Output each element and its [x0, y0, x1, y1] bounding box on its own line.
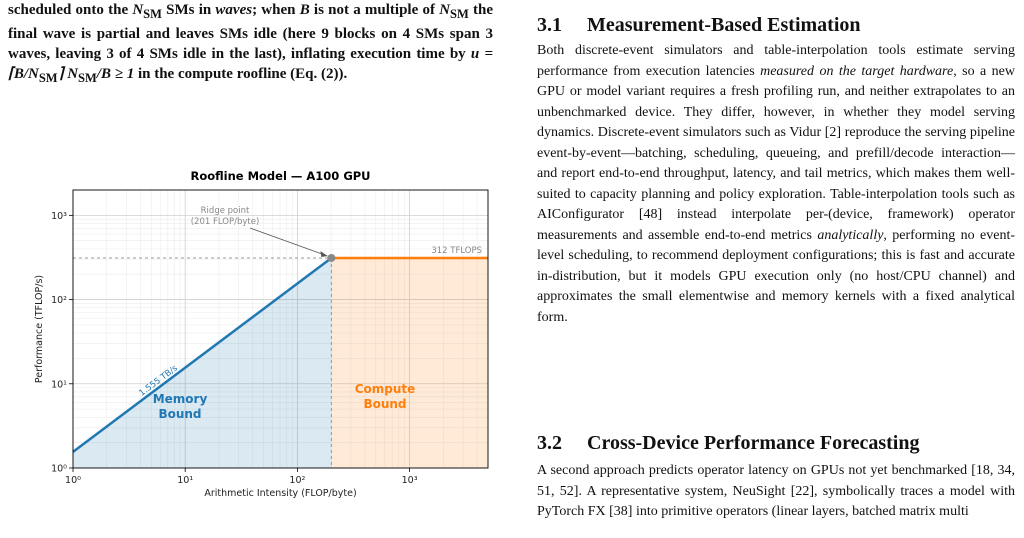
compute-bound-label-2: Bound: [363, 397, 407, 411]
y-tick-label: 10¹: [51, 379, 67, 391]
x-axis-label: Arithmetic Intensity (FLOP/byte): [204, 488, 357, 499]
x-tick-label: 10¹: [177, 475, 194, 486]
memory-bound-region: [73, 258, 331, 468]
compute-bound-label: Compute: [354, 382, 416, 396]
x-tick-label: 10⁰: [65, 475, 81, 486]
regions: [73, 258, 488, 468]
section-3-1-paragraph: Both discrete-event simulators and table-interpolation tools estimate serving performance from execution latencies measured on the target hardware, so a new GPU or model variant requires a fresh profiling run, and neither extrapolates to an unbenchmarked device. They differ, however, in whether they model serving dynamics. Discrete-event simulators such as Vidur [2] reproduce the serving pipeline event-by-event—batching, scheduling, queueing, and prefill/decode interaction—and report end-to-end throughput, latency, and tail metrics, which makes them well-suited to capacity planning and policy exploration. Table-interpolation tools such as AIConfigurator [48] instead interpolate per-(device, framework) operator measurements and assemble end-to-end metrics analytically, performing no event-level scheduling, to recommend deployment configurations; this is fast and accurate in-distribution, but it models GPU execution only (no host/CPU channel) and approximates the small elementwise and memory kernels with a fixed analytical form.: [537, 43, 1015, 325]
roofline-chart: [0, 148, 500, 528]
roofline-figure: [0, 148, 500, 528]
y-axis-label: Performance (TFLOP/s): [34, 274, 45, 384]
compute-roof-label: 312 TFLOPS: [431, 245, 482, 256]
memory-bound-label: Memory: [152, 392, 208, 406]
section-heading-3-1: 3.1 Measurement-Based Estimation: [537, 14, 861, 36]
section-3-2-paragraph: A second approach predicts operator latency on GPUs not yet benchmarked [18, 34, 51, 52]. A representative system, NeuSight [22], symbolically traces a model with PyTorch FX [38] into primitive operators (linear layers, batched matrix multi: [537, 463, 1015, 519]
compute-bound-region: [331, 258, 488, 468]
figure-caption: scheduled onto the $N_{SM}$ SMs in waves; when B is not a multiple of $N_{SM}$ the final wave is partial and leaves SMs idle (here 9 blocks on 4 SMs span 3 waves, leaving 3 of 4 SMs idle in the last), inflating execution time by $u = ⌈B/N_{SM}⌉$ $N_{SM}/B \ge 1$ in the compute roofline (Eq. (2)).: [8, 2, 493, 85]
x-tick-label: 10²: [289, 475, 306, 486]
y-tick-label: 10⁰: [51, 463, 67, 475]
x-tick-label: 10³: [401, 475, 418, 486]
ridge-point-sublabel: (201 FLOP/byte): [190, 217, 260, 227]
y-tick-label: 10³: [51, 210, 67, 222]
ridge-point-marker: [327, 254, 335, 262]
y-tick-label: 10²: [51, 295, 67, 307]
chart-title: Roofline Model — A100 GPU: [190, 169, 371, 183]
memory-roof-label: 1.555 TB/s: [137, 363, 180, 399]
section-heading-3-2: 3.2 Cross-Device Performance Forecasting: [537, 432, 920, 454]
ridge-point-arrowhead: [320, 251, 327, 257]
ridge-point-arrow: [250, 228, 327, 256]
memory-bound-label-2: Bound: [158, 407, 202, 421]
ridge-point-label: Ridge point: [200, 206, 250, 216]
